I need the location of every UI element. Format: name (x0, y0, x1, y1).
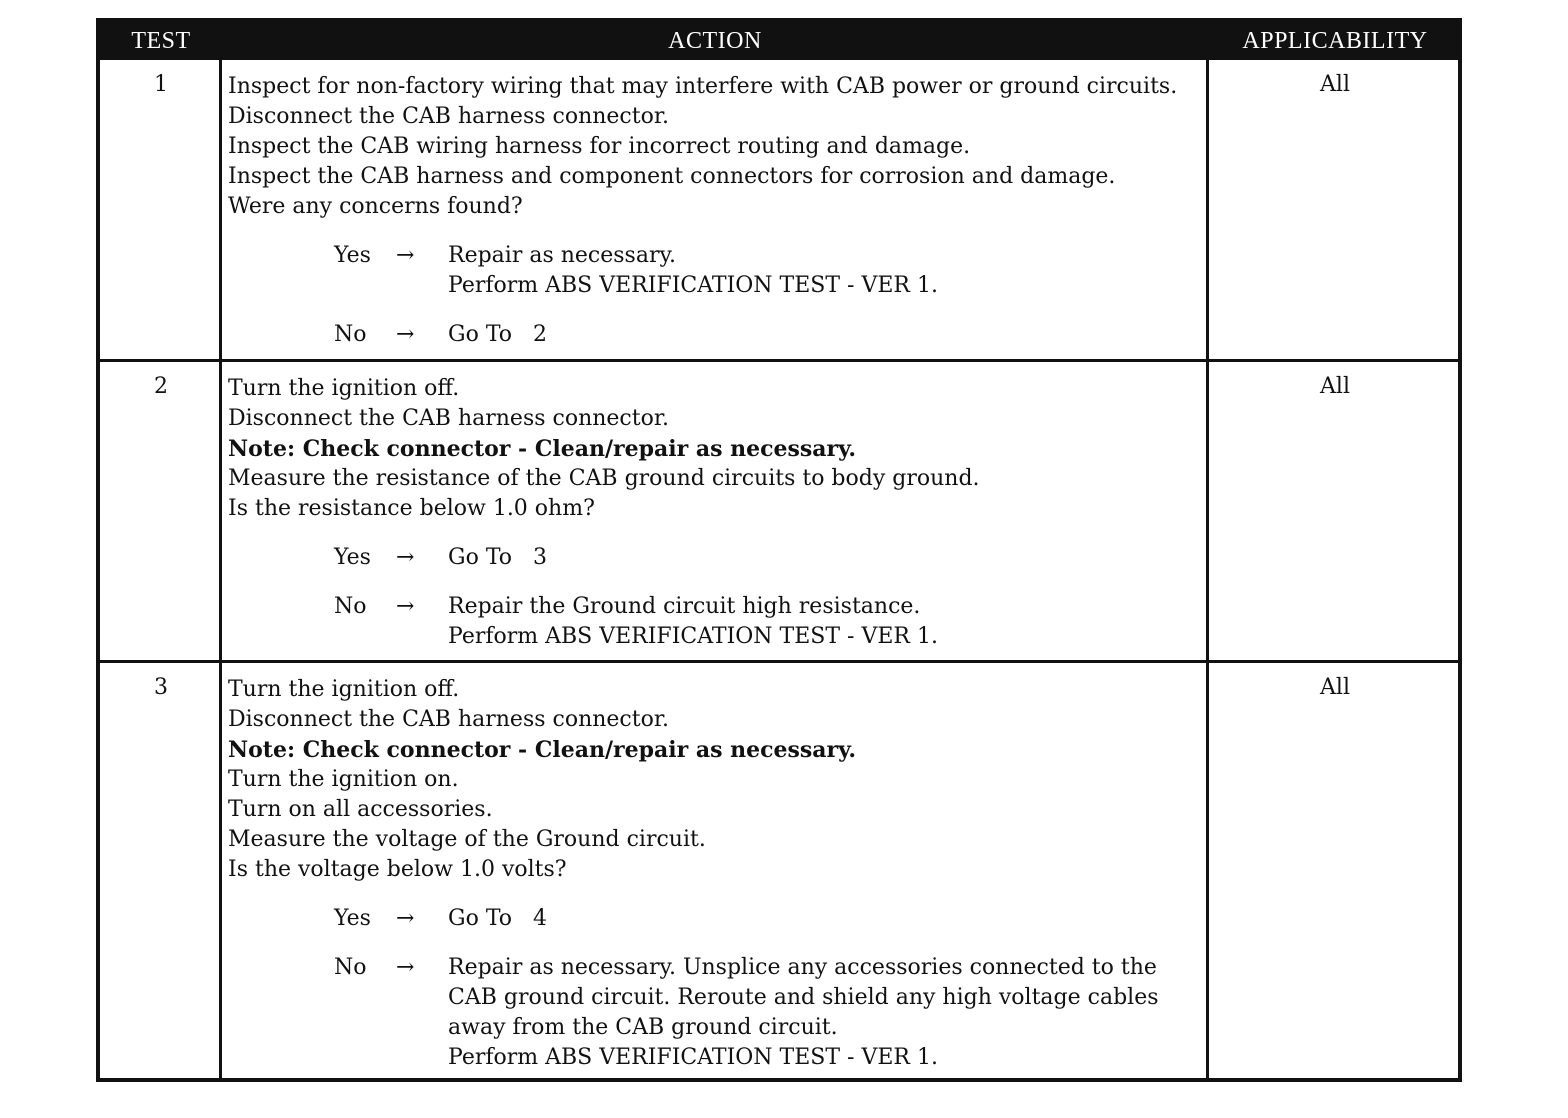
yes-outcome (228, 241, 1203, 301)
no-outcome (228, 592, 1203, 652)
action-question: Is the resistance below 1.0 ohm? (228, 496, 595, 521)
header-test: TEST (131, 28, 191, 54)
outcome-text: Perform ABS VERIFICATION TEST - VER 1. (448, 624, 938, 649)
no-label: No (334, 322, 367, 347)
outcome-text: Go To 4 (448, 906, 547, 931)
action-step: Inspect the CAB harness and component connectors for corrosion and damage. (228, 164, 1116, 189)
no-outcome (228, 953, 1203, 1073)
arrow-right-icon: → (396, 906, 415, 931)
action-step: Disconnect the CAB harness connector. (228, 104, 669, 129)
action-question: Were any concerns found? (228, 194, 523, 219)
action-cell (228, 374, 1203, 652)
action-step: Turn the ignition on. (228, 767, 459, 792)
yes-outcome (228, 904, 1203, 934)
outcome-text: Go To 3 (448, 545, 547, 570)
outcome-text: Perform ABS VERIFICATION TEST - VER 1. (448, 1045, 938, 1070)
applicability-cell: All (1320, 374, 1350, 399)
outcome-text: Repair as necessary. (448, 243, 676, 268)
yes-outcome (228, 543, 1203, 573)
arrow-right-icon: → (396, 243, 415, 268)
test-number: 1 (154, 72, 168, 97)
action-step: Disconnect the CAB harness connector. (228, 707, 669, 732)
table-row-test-2 (100, 362, 1458, 660)
header-action: ACTION (668, 28, 762, 54)
yes-label: Yes (334, 545, 371, 570)
outcome-text: CAB ground circuit. Reroute and shield any high voltage cables (448, 985, 1159, 1010)
applicability-cell: All (1320, 675, 1350, 700)
action-step: Turn on all accessories. (228, 797, 493, 822)
action-step: Inspect for non-factory wiring that may interfere with CAB power or ground circuits. (228, 74, 1178, 99)
note-text: Note: Check connector - Clean/repair as necessary. (228, 737, 857, 763)
yes-label: Yes (334, 906, 371, 931)
table-row-test-3 (100, 663, 1458, 1082)
table-row-test-1 (100, 60, 1458, 359)
test-number: 3 (154, 675, 168, 700)
outcome-text: Repair the Ground circuit high resistance. (448, 594, 921, 619)
action-step: Inspect the CAB wiring harness for incorrect routing and damage. (228, 134, 971, 159)
header-applicability: APPLICABILITY (1242, 28, 1428, 54)
test-number: 2 (154, 374, 168, 399)
action-step: Disconnect the CAB harness connector. (228, 406, 669, 431)
action-cell (228, 72, 1203, 350)
outcome-text: Perform ABS VERIFICATION TEST - VER 1. (448, 273, 938, 298)
action-step: Measure the resistance of the CAB ground circuits to body ground. (228, 466, 980, 491)
no-outcome (228, 320, 1203, 350)
action-step: Measure the voltage of the Ground circuit. (228, 827, 706, 852)
table-header (100, 22, 1458, 60)
yes-label: Yes (334, 243, 371, 268)
outcome-text: Go To 2 (448, 322, 547, 347)
arrow-right-icon: → (396, 955, 415, 980)
no-label: No (334, 594, 367, 619)
applicability-cell: All (1320, 72, 1350, 97)
arrow-right-icon: → (396, 594, 415, 619)
arrow-right-icon: → (396, 322, 415, 347)
diagnostic-table (96, 18, 1462, 1082)
action-step: Turn the ignition off. (228, 677, 460, 702)
action-cell (228, 675, 1203, 1073)
outcome-text: away from the CAB ground circuit. (448, 1015, 838, 1040)
action-step: Turn the ignition off. (228, 376, 460, 401)
no-label: No (334, 955, 367, 980)
note-text: Note: Check connector - Clean/repair as necessary. (228, 436, 857, 462)
arrow-right-icon: → (396, 545, 415, 570)
outcome-text: Repair as necessary. Unsplice any accessories connected to the (448, 955, 1157, 980)
action-question: Is the voltage below 1.0 volts? (228, 857, 567, 882)
